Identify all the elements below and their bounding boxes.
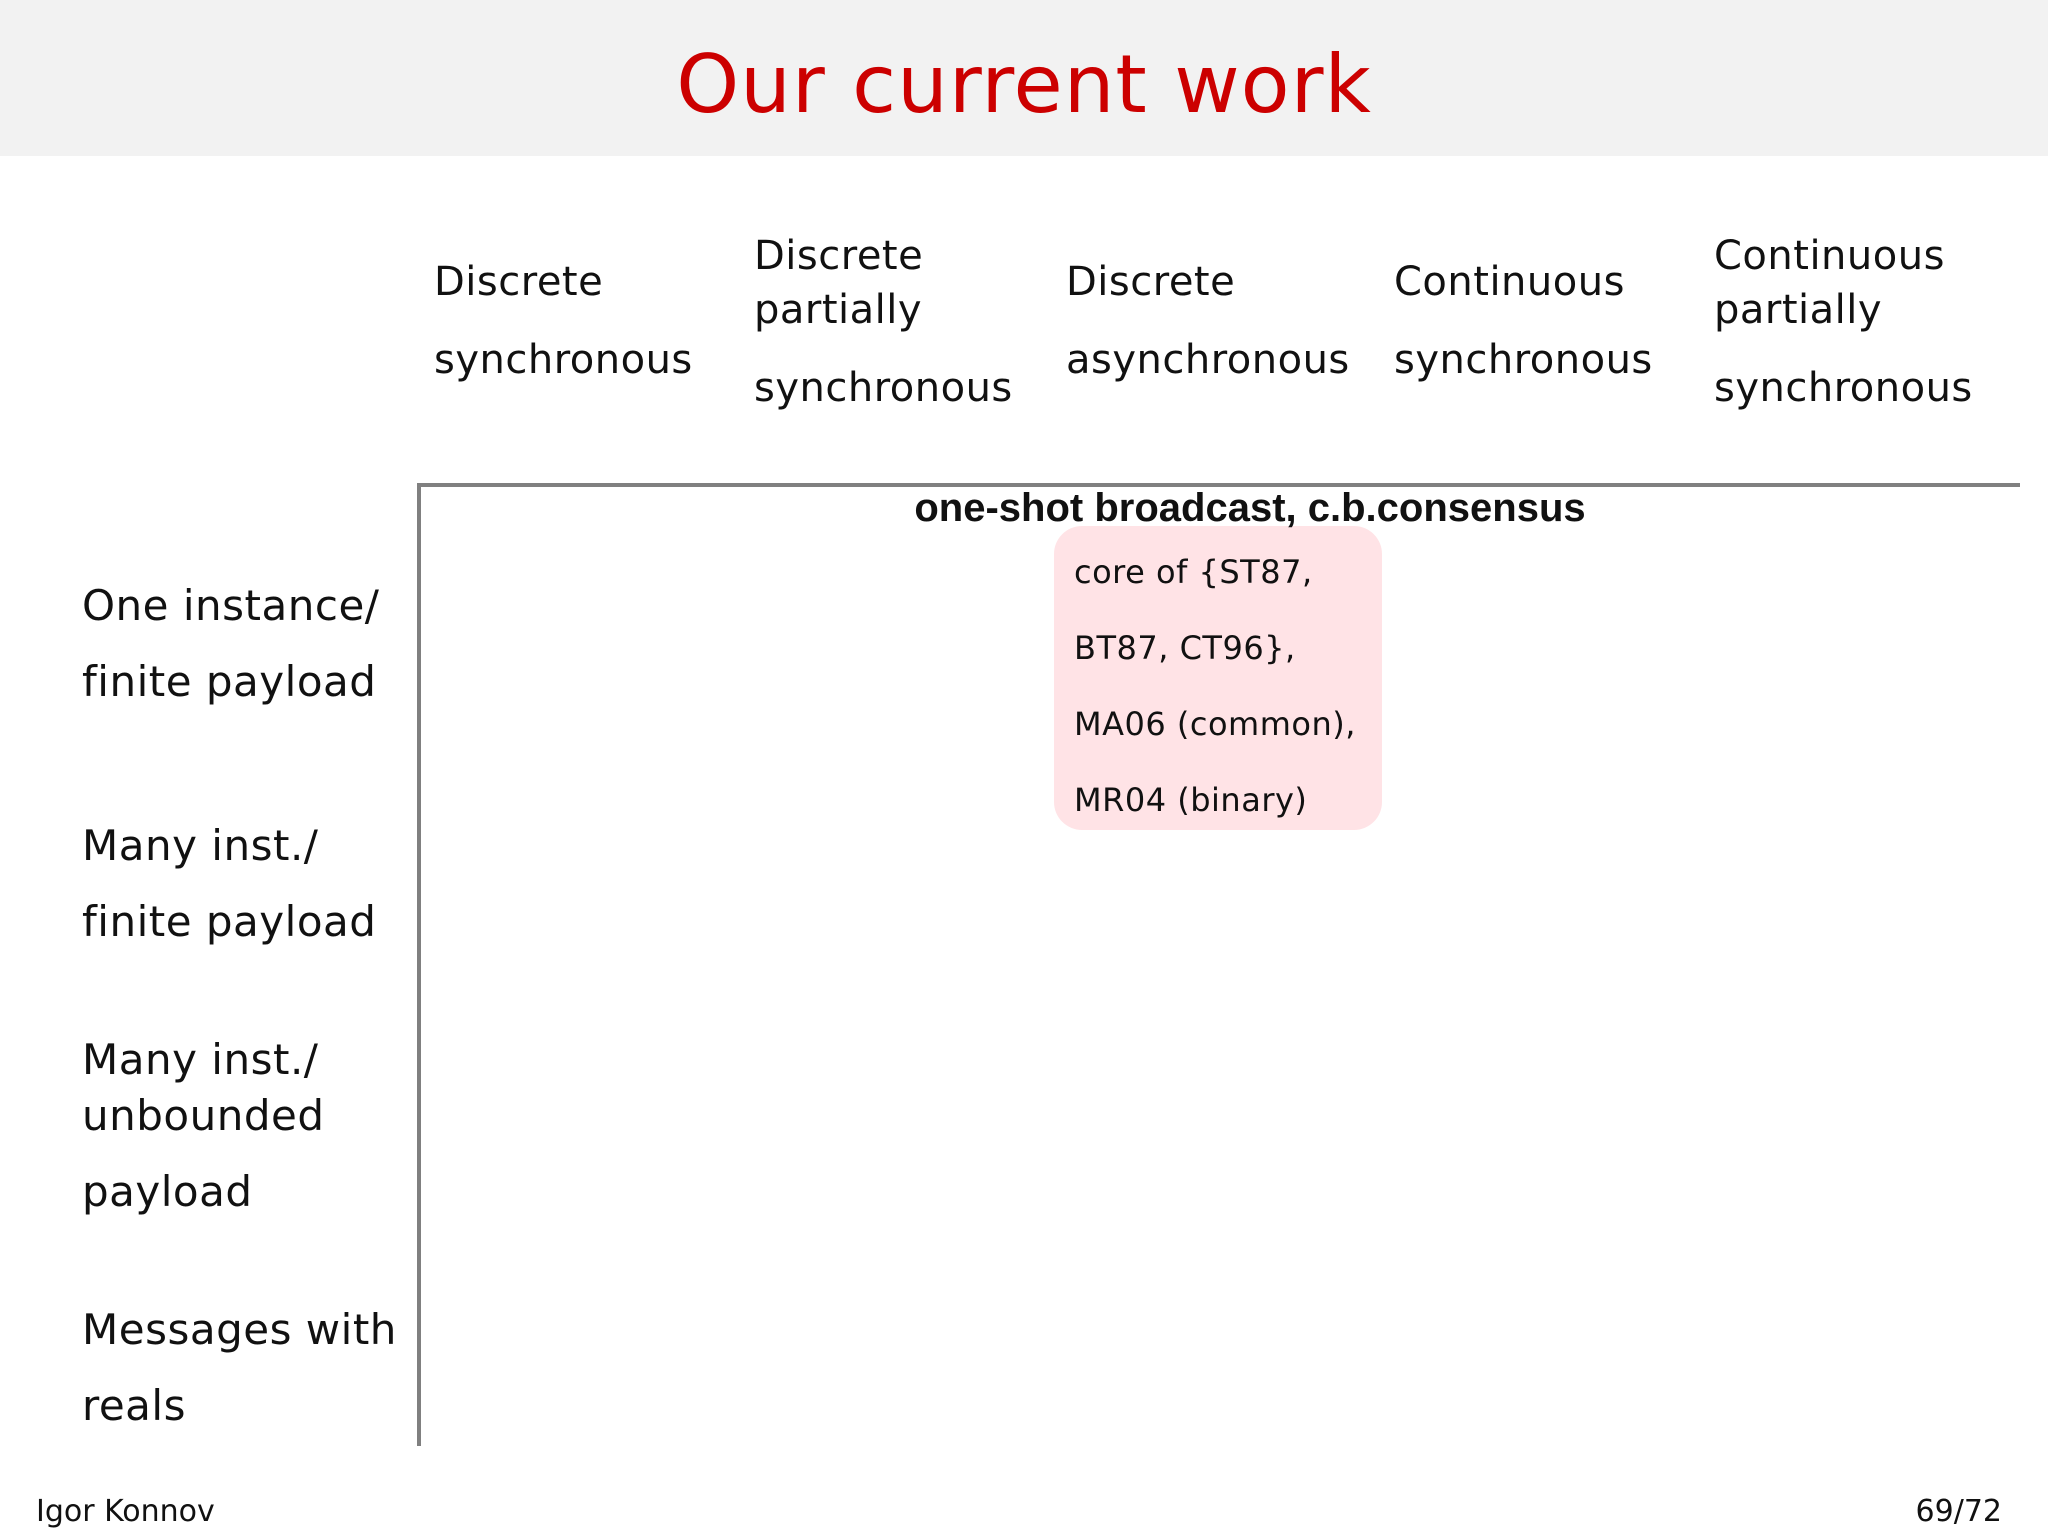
column-header-line: synchronous	[1714, 365, 1973, 411]
row-header-line: unbounded	[82, 1091, 325, 1140]
row-header-messages-reals	[82, 1302, 397, 1434]
cell-line: core of {ST87,	[1074, 553, 1313, 591]
column-header-discrete-synchronous	[434, 255, 693, 387]
column-header-line: Continuous	[1714, 233, 1945, 279]
column-header-line: synchronous	[434, 337, 693, 383]
cell-line: MR04 (binary)	[1074, 781, 1308, 819]
cell-line: MA06 (common),	[1074, 705, 1356, 743]
footer-page-number: 69/72	[1915, 1494, 2002, 1529]
row-header-many-finite	[82, 818, 376, 950]
column-header-line: Discrete	[434, 259, 604, 305]
row-header-line: payload	[82, 1167, 253, 1216]
column-header-line: partially	[1714, 287, 1883, 333]
column-header-line: asynchronous	[1066, 337, 1350, 383]
row-header-line: Many inst./	[82, 821, 319, 870]
column-header-discrete-asynchronous	[1066, 255, 1350, 387]
column-header-line: Continuous	[1394, 259, 1625, 305]
slide-title: Our current work	[676, 38, 1372, 131]
cell-references	[1074, 534, 1356, 838]
column-header-continuous-synchronous	[1394, 255, 1653, 387]
band-label: one-shot broadcast, c.b.consensus	[914, 486, 1586, 530]
row-header-line: finite payload	[82, 657, 377, 706]
row-header-one-instance	[82, 578, 379, 710]
row-header-line: Messages with	[82, 1305, 397, 1354]
row-header-line: finite payload	[82, 897, 377, 946]
column-header-line: synchronous	[754, 365, 1013, 411]
row-header-line: Many inst./	[82, 1035, 319, 1084]
footer-author: Igor Konnov	[36, 1494, 215, 1529]
column-header-line: synchronous	[1394, 337, 1653, 383]
column-header-line: Discrete	[1066, 259, 1236, 305]
column-header-line: Discrete	[754, 233, 924, 279]
vertical-axis-line	[417, 484, 421, 1446]
column-header-line: partially	[754, 287, 923, 333]
column-header-discrete-partially-synchronous	[754, 229, 1013, 415]
row-header-line: reals	[82, 1381, 186, 1430]
column-header-continuous-partially-synchronous	[1714, 229, 1973, 415]
row-header-line: One instance/	[82, 581, 380, 630]
row-header-many-unbounded	[82, 1032, 325, 1220]
cell-line: BT87, CT96},	[1074, 629, 1296, 667]
